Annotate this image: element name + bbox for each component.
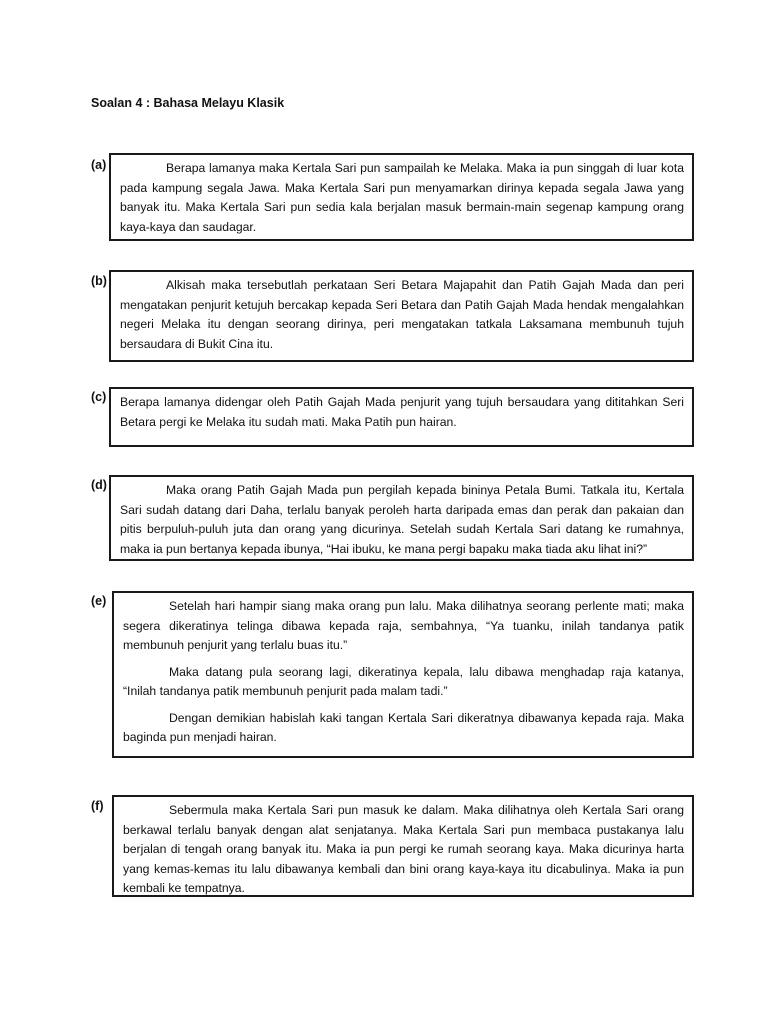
- page-title: Soalan 4 : Bahasa Melayu Klasik: [91, 96, 285, 110]
- passage-d-paragraph-1: Maka orang Patih Gajah Mada pun pergilah kepada bininya Petala Bumi. Tatkala itu, Kertala Sari sudah datang dari Daha, terlalu banyak peroleh harta daripada emas dan perak dan pakaian dan pitis berpuluh-puluh juta dan orang yang dicurinya. Setelah sudah Kertala Sari datang ke rumahnya, maka ia pun bertanya kepada ibunya, “Hai ibuku, ke mana pergi bapaku maka tiada aku lihat ini?”: [120, 483, 684, 556]
- passage-e-paragraph-3: Dengan demikian habislah kaki tangan Kertala Sari dikeratnya dibawanya kepada raja. Maka baginda pun menjadi hairan.: [123, 710, 684, 744]
- passage-a-paragraph-1: Berapa lamanya maka Kertala Sari pun sampailah ke Melaka. Maka ia pun singgah di luar kota pada kampung segala Jawa. Maka Kertala Sari pun menyamarkan dirinya kepada segala Jawa yang banyak itu. Maka Kertala Sari pun sedia kala berjalan masuk bermain-main segenap kampung orang kaya-kaya dan saudagar.: [120, 161, 684, 234]
- passage-box-a: [109, 153, 694, 241]
- passage-box-d: [109, 475, 694, 561]
- passage-label-e: (e): [91, 594, 107, 608]
- passage-box-c: [109, 387, 694, 447]
- passage-box-f: [112, 795, 694, 897]
- passage-box-e: [112, 591, 694, 758]
- passage-box-b: [109, 270, 694, 362]
- passage-label-a: (a): [91, 158, 107, 172]
- passage-e-paragraph-1: Setelah hari hampir siang maka orang pun lalu. Maka dilihatnya seorang perlente mati; maka segera dikeratinya telinga dibawa kepada raja, sembahnya, “Ya tuanku, inilah tandanya patik membunuh penjurit yang terlalu buas itu.”: [123, 599, 684, 652]
- passage-label-d: (d): [91, 478, 107, 492]
- passage-label-c: (c): [91, 390, 107, 404]
- passage-b-paragraph-1: Alkisah maka tersebutlah perkataan Seri Betara Majapahit dan Patih Gajah Mada dan peri mengatakan penjurit ketujuh bercakap kepada Seri Betara dan Patih Gajah Mada hendak mengalahkan negeri Melaka itu dengan seorang dirinya, peri mengatakan tatkala Laksamana membunuh tujuh bersaudara di Bukit Cina itu.: [120, 278, 684, 351]
- passage-label-b: (b): [91, 274, 107, 288]
- passage-c-paragraph-1: Berapa lamanya didengar oleh Patih Gajah Mada penjurit yang tujuh bersaudara yang dititahkan Seri Betara pergi ke Melaka itu sudah mati. Maka Patih pun hairan.: [120, 395, 684, 429]
- passage-e-paragraph-2: Maka datang pula seorang lagi, dikeratinya kepala, lalu dibawa menghadap raja katanya, “Inilah tandanya patik membunuh penjurit pada malam tadi.”: [123, 664, 684, 698]
- passage-f-paragraph-1: Sebermula maka Kertala Sari pun masuk ke dalam. Maka dilihatnya oleh Kertala Sari orang berkawal terlalu banyak dengan alat senjatanya. Maka Kertala Sari pun membaca pustakanya lalu berjalan di tengah orang banyak itu. Maka ia pun pergi ke rumah seorang kaya. Maka dicurinya harta yang kemas-kemas itu lalu dibawanya kembali dan bini orang kaya-kaya itu dicabulinya. Maka ia pun kembali ke tempatnya.: [123, 803, 684, 895]
- passage-label-f: (f): [91, 799, 104, 813]
